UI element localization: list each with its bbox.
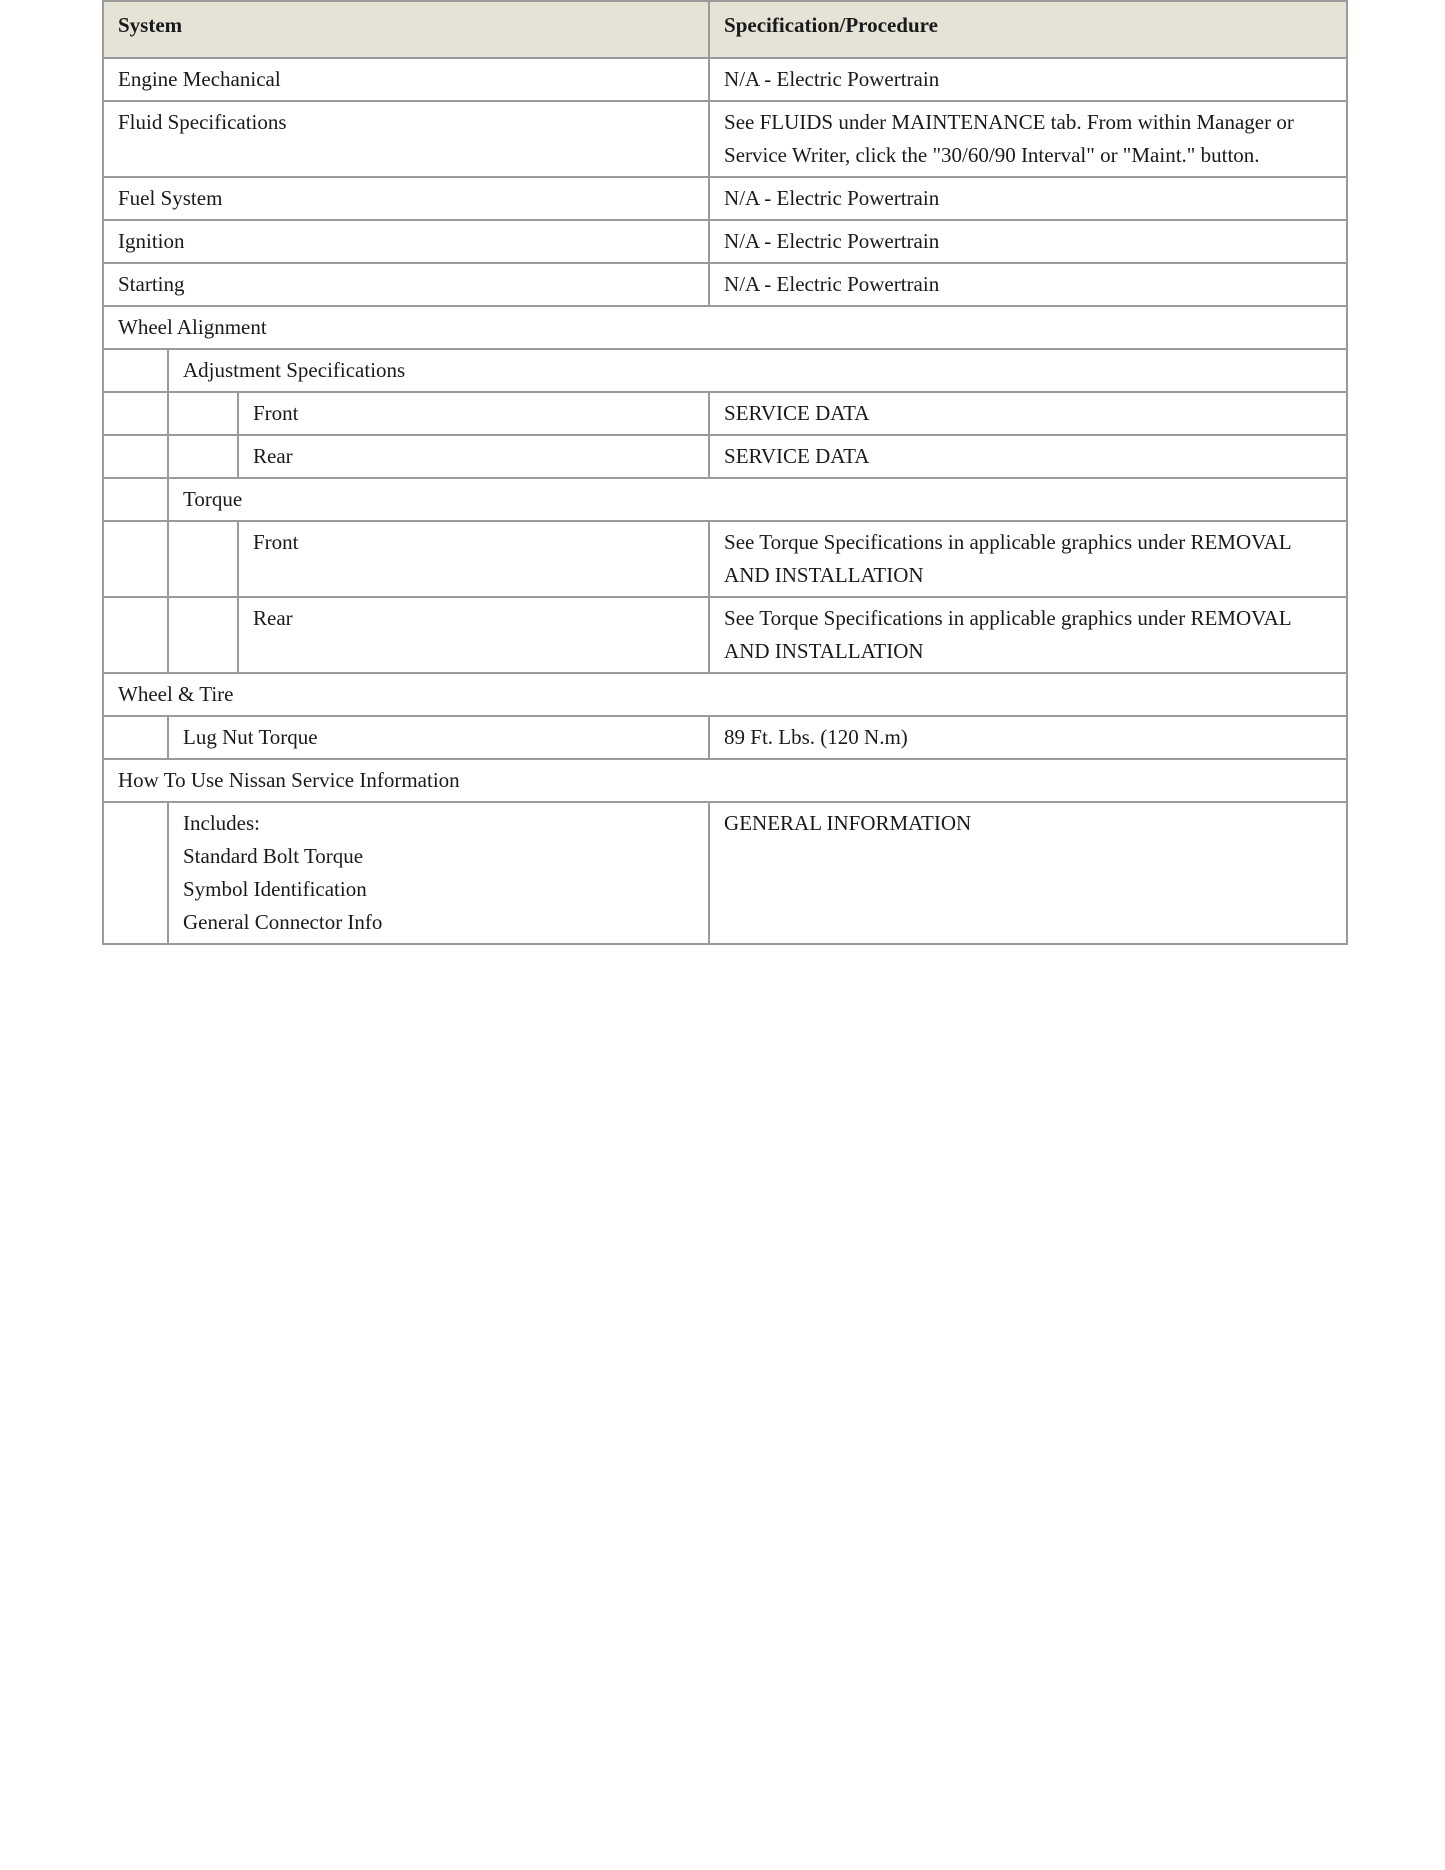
table-row [103, 263, 1347, 306]
indent-cell [103, 716, 168, 759]
spec-value: SERVICE DATA [709, 392, 1347, 435]
table-row [103, 177, 1347, 220]
spec-value: GENERAL INFORMATION [709, 802, 1347, 944]
item-label: Rear [238, 597, 709, 673]
section-label: Wheel & Tire [103, 673, 1347, 716]
subsection-label: Lug Nut Torque [168, 716, 709, 759]
subsection-row [103, 349, 1347, 392]
indent-cell [103, 521, 168, 597]
indent-cell [103, 802, 168, 944]
system-label: Fuel System [103, 177, 709, 220]
table-row [103, 58, 1347, 101]
table-row [103, 220, 1347, 263]
table-row [103, 101, 1347, 177]
spec-value: 89 Ft. Lbs. (120 N.m) [709, 716, 1347, 759]
section-row [103, 306, 1347, 349]
specifications-table [102, 0, 1348, 945]
indent-cell [103, 435, 168, 478]
indent-cell [103, 478, 168, 521]
subsection-label: Adjustment Specifications [168, 349, 1347, 392]
table-row [103, 716, 1347, 759]
includes-line: Includes: [183, 811, 260, 835]
section-row [103, 673, 1347, 716]
section-label: Wheel Alignment [103, 306, 1347, 349]
table-header-row [103, 1, 1347, 58]
includes-line: General Connector Info [183, 910, 383, 934]
indent-cell [168, 392, 238, 435]
header-specification: Specification/Procedure [709, 1, 1347, 58]
includes-list [168, 802, 709, 944]
item-label: Front [238, 392, 709, 435]
system-label: Ignition [103, 220, 709, 263]
spec-value: See Torque Specifications in applicable graphics under REMOVAL AND INSTALLATION [709, 521, 1347, 597]
spec-value: N/A - Electric Powertrain [709, 263, 1347, 306]
section-row [103, 759, 1347, 802]
spec-value: SERVICE DATA [709, 435, 1347, 478]
item-label: Front [238, 521, 709, 597]
spec-value: N/A - Electric Powertrain [709, 58, 1347, 101]
spec-value: See Torque Specifications in applicable graphics under REMOVAL AND INSTALLATION [709, 597, 1347, 673]
spec-value: N/A - Electric Powertrain [709, 220, 1347, 263]
table-row [103, 802, 1347, 944]
table-row [103, 392, 1347, 435]
subsection-label: Torque [168, 478, 1347, 521]
indent-cell [168, 435, 238, 478]
indent-cell [168, 597, 238, 673]
table-row [103, 597, 1347, 673]
indent-cell [103, 349, 168, 392]
indent-cell [168, 521, 238, 597]
includes-line: Symbol Identification [183, 877, 367, 901]
system-label: Starting [103, 263, 709, 306]
includes-line: Standard Bolt Torque [183, 844, 364, 868]
system-label: Engine Mechanical [103, 58, 709, 101]
indent-cell [103, 392, 168, 435]
spec-value: See FLUIDS under MAINTENANCE tab. From within Manager or Service Writer, click the "30/60/90 Interval" or "Maint." button. [709, 101, 1347, 177]
table-row [103, 435, 1347, 478]
table-row [103, 521, 1347, 597]
item-label: Rear [238, 435, 709, 478]
section-label: How To Use Nissan Service Information [103, 759, 1347, 802]
system-label: Fluid Specifications [103, 101, 709, 177]
indent-cell [103, 597, 168, 673]
header-system: System [103, 1, 709, 58]
subsection-row [103, 478, 1347, 521]
spec-value: N/A - Electric Powertrain [709, 177, 1347, 220]
